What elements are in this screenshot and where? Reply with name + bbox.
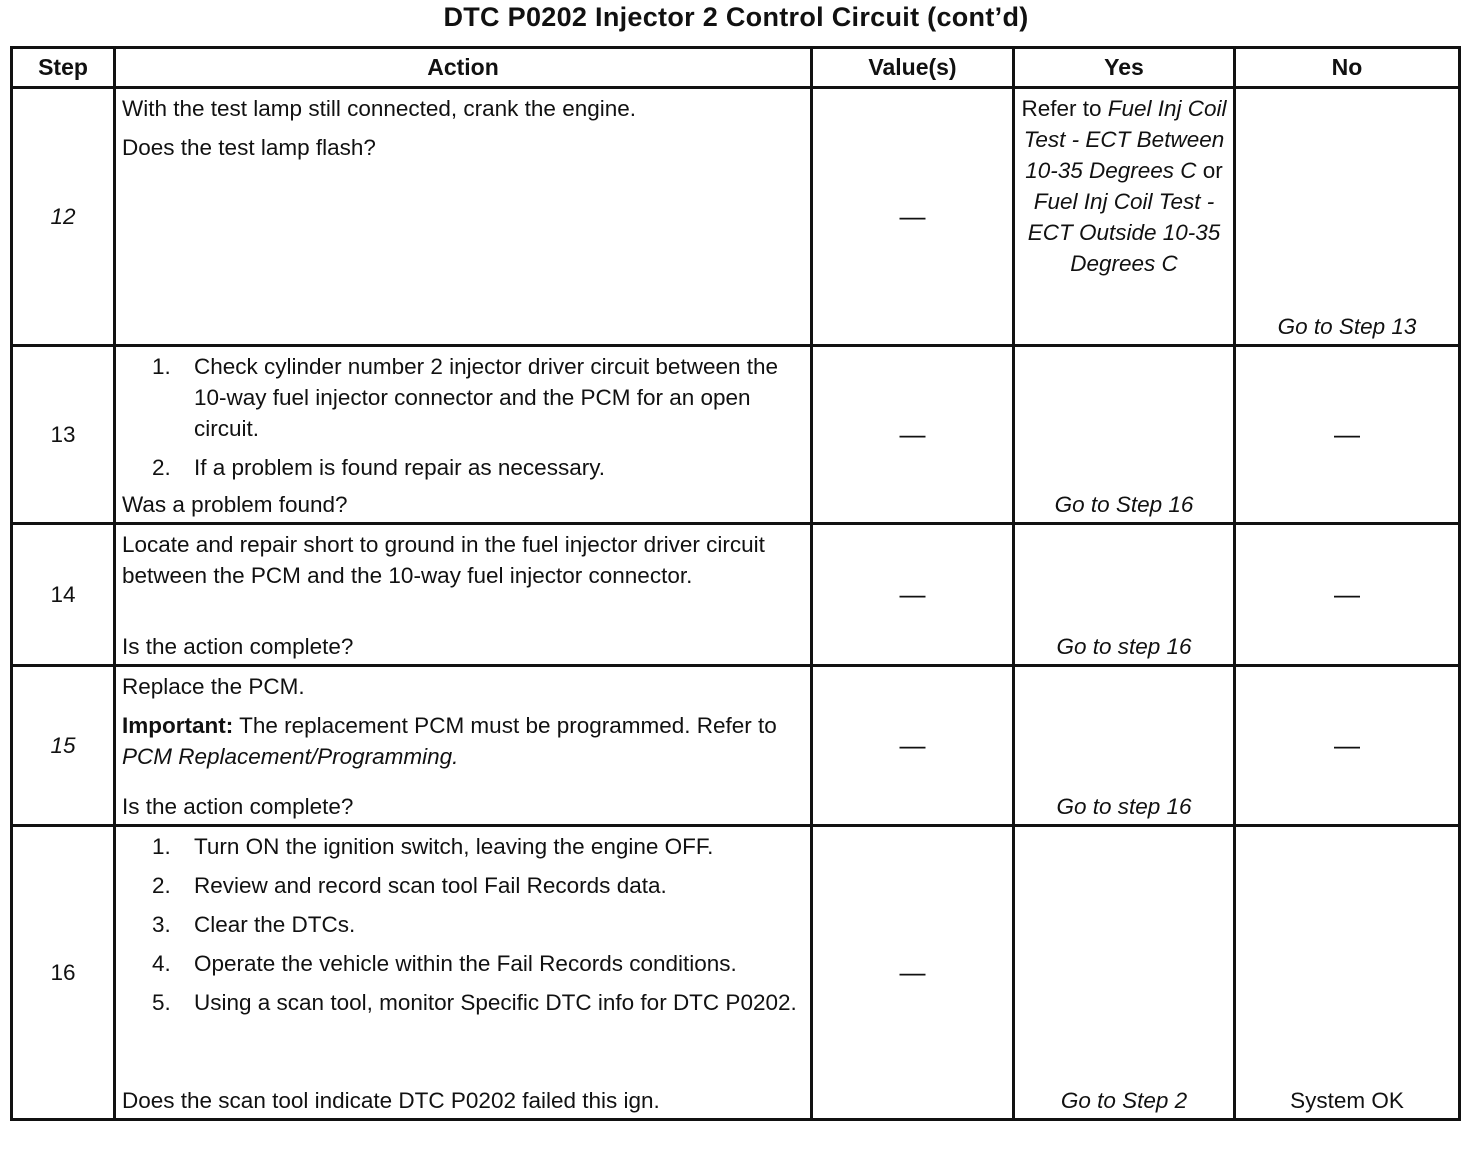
no-cell: —	[1235, 524, 1460, 666]
action-cell	[115, 826, 812, 1120]
diagnostic-table	[10, 46, 1461, 1121]
action-cell	[115, 88, 812, 346]
value-cell: —	[812, 88, 1014, 346]
list-item	[122, 831, 804, 862]
yes-cell	[1014, 88, 1235, 346]
important-text: The replacement PCM must be programmed. Refer to	[233, 713, 777, 738]
list-number: 1.	[152, 354, 171, 379]
action-question: Is the action complete?	[122, 794, 354, 819]
table-row-step-12	[12, 88, 1460, 346]
action-question: Does the test lamp flash?	[122, 135, 376, 160]
action-list	[122, 351, 804, 483]
yes-cell	[1014, 346, 1235, 524]
no-cell	[1235, 826, 1460, 1120]
table-row-step-16	[12, 826, 1460, 1120]
value-cell: —	[812, 666, 1014, 826]
header-values: Value(s)	[812, 48, 1014, 88]
yes-goto: Go to step 16	[1056, 634, 1192, 659]
list-text: Review and record scan tool Fail Records data.	[194, 873, 667, 898]
yes-cell	[1014, 524, 1235, 666]
list-text: Turn ON the ignition switch, leaving the engine OFF.	[194, 834, 714, 859]
yes-goto: Go to step 16	[1056, 794, 1192, 819]
table-row-step-13	[12, 346, 1460, 524]
list-item	[122, 870, 804, 901]
important-note	[122, 710, 804, 772]
header-yes: Yes	[1014, 48, 1235, 88]
action-text: With the test lamp still connected, crank the engine.	[122, 96, 637, 121]
table-row-step-15	[12, 666, 1460, 826]
step-number: 15	[12, 666, 115, 826]
header-step: Step	[12, 48, 115, 88]
list-item	[122, 452, 804, 483]
no-cell: —	[1235, 346, 1460, 524]
yes-or: or	[1196, 158, 1223, 183]
list-text: Clear the DTCs.	[194, 912, 356, 937]
important-label: Important:	[122, 713, 234, 738]
list-item	[122, 351, 804, 444]
fuel-inj-coil-test-between-link[interactable]: Fuel Inj Coil Test - ECT Between 10-35 Degrees C	[1023, 96, 1227, 183]
yes-goto: Go to Step 16	[1054, 492, 1194, 517]
value-cell: —	[812, 524, 1014, 666]
no-cell: —	[1235, 666, 1460, 826]
list-item	[122, 987, 804, 1018]
list-number: 1.	[152, 834, 171, 859]
yes-goto: Go to Step 2	[1060, 1088, 1188, 1113]
header-action: Action	[115, 48, 812, 88]
no-goto: Go to Step 13	[1277, 314, 1417, 339]
step-number: 13	[12, 346, 115, 524]
list-text: Using a scan tool, monitor Specific DTC info for DTC P0202.	[194, 990, 797, 1015]
page-title: DTC P0202 Injector 2 Control Circuit (cont’d)	[443, 2, 1029, 32]
no-result: System OK	[1290, 1088, 1404, 1113]
list-text: Operate the vehicle within the Fail Records conditions.	[194, 951, 737, 976]
list-number: 4.	[152, 951, 171, 976]
list-number: 2.	[152, 455, 171, 480]
header-no: No	[1235, 48, 1460, 88]
list-item	[122, 909, 804, 940]
header-row	[12, 48, 1460, 88]
step-number: 16	[12, 826, 115, 1120]
yes-cell	[1014, 666, 1235, 826]
action-question: Was a problem found?	[122, 492, 348, 517]
list-item	[122, 948, 804, 979]
step-number: 12	[12, 88, 115, 346]
action-text: Replace the PCM.	[122, 674, 305, 699]
no-cell	[1235, 88, 1460, 346]
action-question: Is the action complete?	[122, 634, 354, 659]
action-cell	[115, 524, 812, 666]
action-text: Locate and repair short to ground in the fuel injector driver circuit between the PCM and the 10-way fuel injector connector.	[122, 532, 765, 588]
value-cell: —	[812, 826, 1014, 1120]
fuel-inj-coil-test-outside-link[interactable]: Fuel Inj Coil Test - ECT Outside 10-35 Degrees C	[1027, 189, 1221, 276]
action-question: Does the scan tool indicate DTC P0202 failed this ign.	[122, 1088, 660, 1113]
list-text: Check cylinder number 2 injector driver circuit between the 10-way fuel injector connector and the PCM for an open circuit.	[194, 354, 779, 441]
yes-prefix: Refer to	[1021, 96, 1108, 121]
table-row-step-14	[12, 524, 1460, 666]
list-number: 3.	[152, 912, 171, 937]
action-list	[122, 831, 804, 1018]
yes-cell	[1014, 826, 1235, 1120]
pcm-replacement-link[interactable]: PCM Replacement/Programming.	[122, 744, 459, 769]
list-number: 2.	[152, 873, 171, 898]
step-number: 14	[12, 524, 115, 666]
action-cell	[115, 666, 812, 826]
value-cell: —	[812, 346, 1014, 524]
action-cell	[115, 346, 812, 524]
yes-reference	[1015, 89, 1233, 279]
list-text: If a problem is found repair as necessary.	[194, 455, 606, 480]
list-number: 5.	[152, 990, 171, 1015]
